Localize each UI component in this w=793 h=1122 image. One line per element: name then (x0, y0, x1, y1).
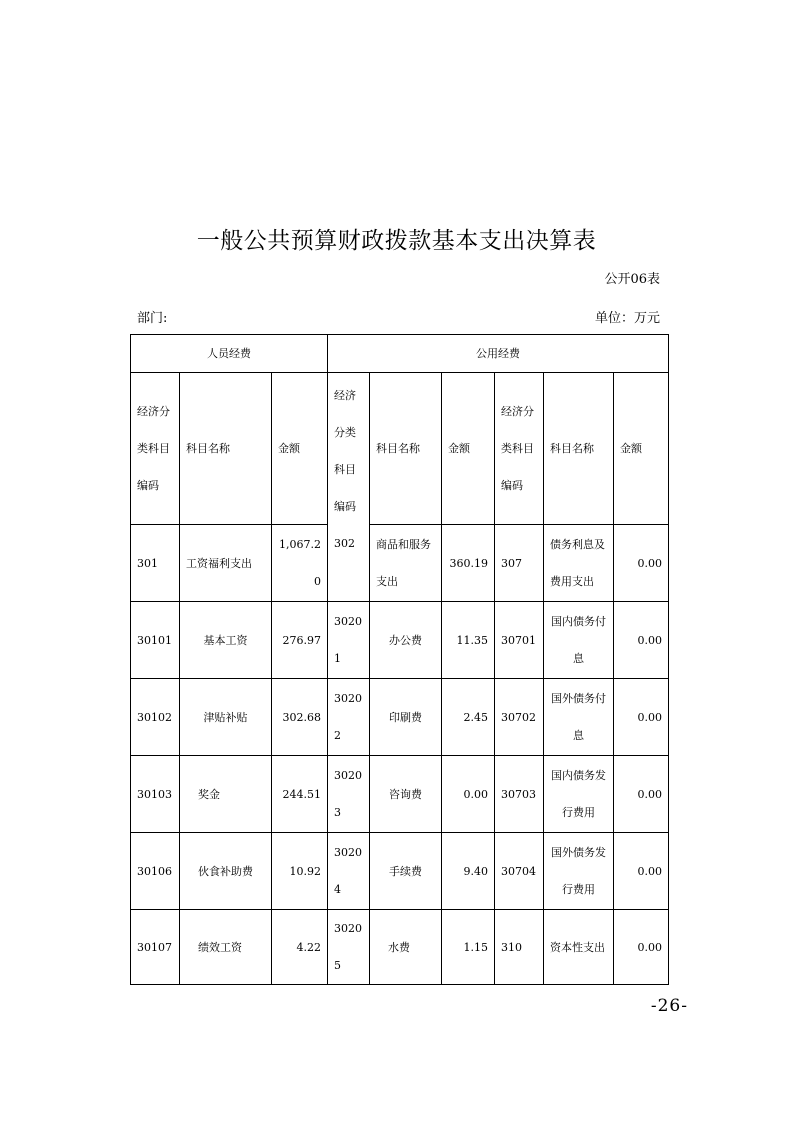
cell-amount: 302.68 (272, 679, 328, 756)
header-name-public: 科目名称 (370, 373, 442, 525)
cell-code: 30107 (131, 910, 180, 985)
section-header-row (131, 335, 669, 373)
cell-amount: 360.19 (442, 525, 495, 602)
cell-amount: 9.40 (442, 833, 495, 910)
header-amount-public: 金额 (442, 373, 495, 525)
cell-code: 301 (131, 525, 180, 602)
header-amount-personnel: 金额 (272, 373, 328, 525)
header-code-personnel: 经济分类科目编码 (131, 373, 180, 525)
cell-code: 30106 (131, 833, 180, 910)
cell-code: 30701 (495, 602, 544, 679)
table-row (131, 679, 669, 756)
expenditure-table (130, 334, 669, 985)
cell-amount: 10.92 (272, 833, 328, 910)
cell-amount: 244.51 (272, 756, 328, 833)
cell-amount: 0.00 (614, 910, 669, 985)
cell-code: 30205 (328, 910, 370, 985)
table-row (131, 833, 669, 910)
page-number: -26- (650, 996, 688, 1016)
cell-name: 国外债务发行费用 (544, 833, 614, 910)
cell-name: 办公费 (370, 602, 442, 679)
department-label: 部门: (137, 311, 168, 326)
table-row (131, 525, 669, 602)
header-code-public-text: 经济分类科目编码 (334, 389, 356, 513)
header-code-public (328, 373, 370, 602)
cell-amount: 276.97 (272, 602, 328, 679)
section-public: 公用经费 (328, 335, 669, 373)
table-row (131, 602, 669, 679)
cell-code: 30702 (495, 679, 544, 756)
cell-code: 30703 (495, 756, 544, 833)
cell-amount: 0.00 (614, 525, 669, 602)
header-amount-public-2: 金额 (614, 373, 669, 525)
cell-name: 国内债务付息 (544, 602, 614, 679)
cell-code: 307 (495, 525, 544, 602)
cell-name: 资本性支出 (544, 910, 614, 985)
cell-amount: 2.45 (442, 679, 495, 756)
cell-code: 310 (495, 910, 544, 985)
section-personnel: 人员经费 (131, 335, 328, 373)
table-row (131, 756, 669, 833)
header-name-public-2: 科目名称 (544, 373, 614, 525)
page-title: 一般公共预算财政拨款基本支出决算表 (196, 228, 597, 254)
merged-code-302: 302 (334, 537, 355, 550)
cell-amount: 1.15 (442, 910, 495, 985)
column-header-row (131, 373, 669, 525)
cell-name: 国内债务发行费用 (544, 756, 614, 833)
cell-amount: 1,067.20 (272, 525, 328, 602)
cell-name: 债务利息及费用支出 (544, 525, 614, 602)
cell-name: 伙食补助费 (180, 833, 272, 910)
cell-code: 30704 (495, 833, 544, 910)
cell-amount: 0.00 (614, 756, 669, 833)
header-name-personnel: 科目名称 (180, 373, 272, 525)
cell-name: 绩效工资 (180, 910, 272, 985)
cell-amount: 0.00 (614, 679, 669, 756)
cell-code: 30202 (328, 679, 370, 756)
cell-name: 津贴补贴 (180, 679, 272, 756)
cell-code: 30201 (328, 602, 370, 679)
cell-name: 奖金 (180, 756, 272, 833)
cell-name: 工资福利支出 (180, 525, 272, 602)
cell-amount: 4.22 (272, 910, 328, 985)
table-row (131, 910, 669, 985)
cell-name: 手续费 (370, 833, 442, 910)
unit-label: 单位：万元 (594, 311, 660, 326)
cell-code: 30203 (328, 756, 370, 833)
cell-name: 水费 (370, 910, 442, 985)
header-code-public-2: 经济分类科目编码 (495, 373, 544, 525)
cell-amount: 0.00 (614, 602, 669, 679)
cell-name: 国外债务付息 (544, 679, 614, 756)
cell-name: 基本工资 (180, 602, 272, 679)
cell-name: 咨询费 (370, 756, 442, 833)
cell-code: 30101 (131, 602, 180, 679)
cell-amount: 0.00 (442, 756, 495, 833)
cell-code: 30103 (131, 756, 180, 833)
cell-name: 商品和服务支出 (370, 525, 442, 602)
cell-code: 30102 (131, 679, 180, 756)
cell-code: 30204 (328, 833, 370, 910)
cell-name: 印刷费 (370, 679, 442, 756)
cell-amount: 0.00 (614, 833, 669, 910)
form-number: 公开06表 (604, 272, 660, 287)
cell-amount: 11.35 (442, 602, 495, 679)
